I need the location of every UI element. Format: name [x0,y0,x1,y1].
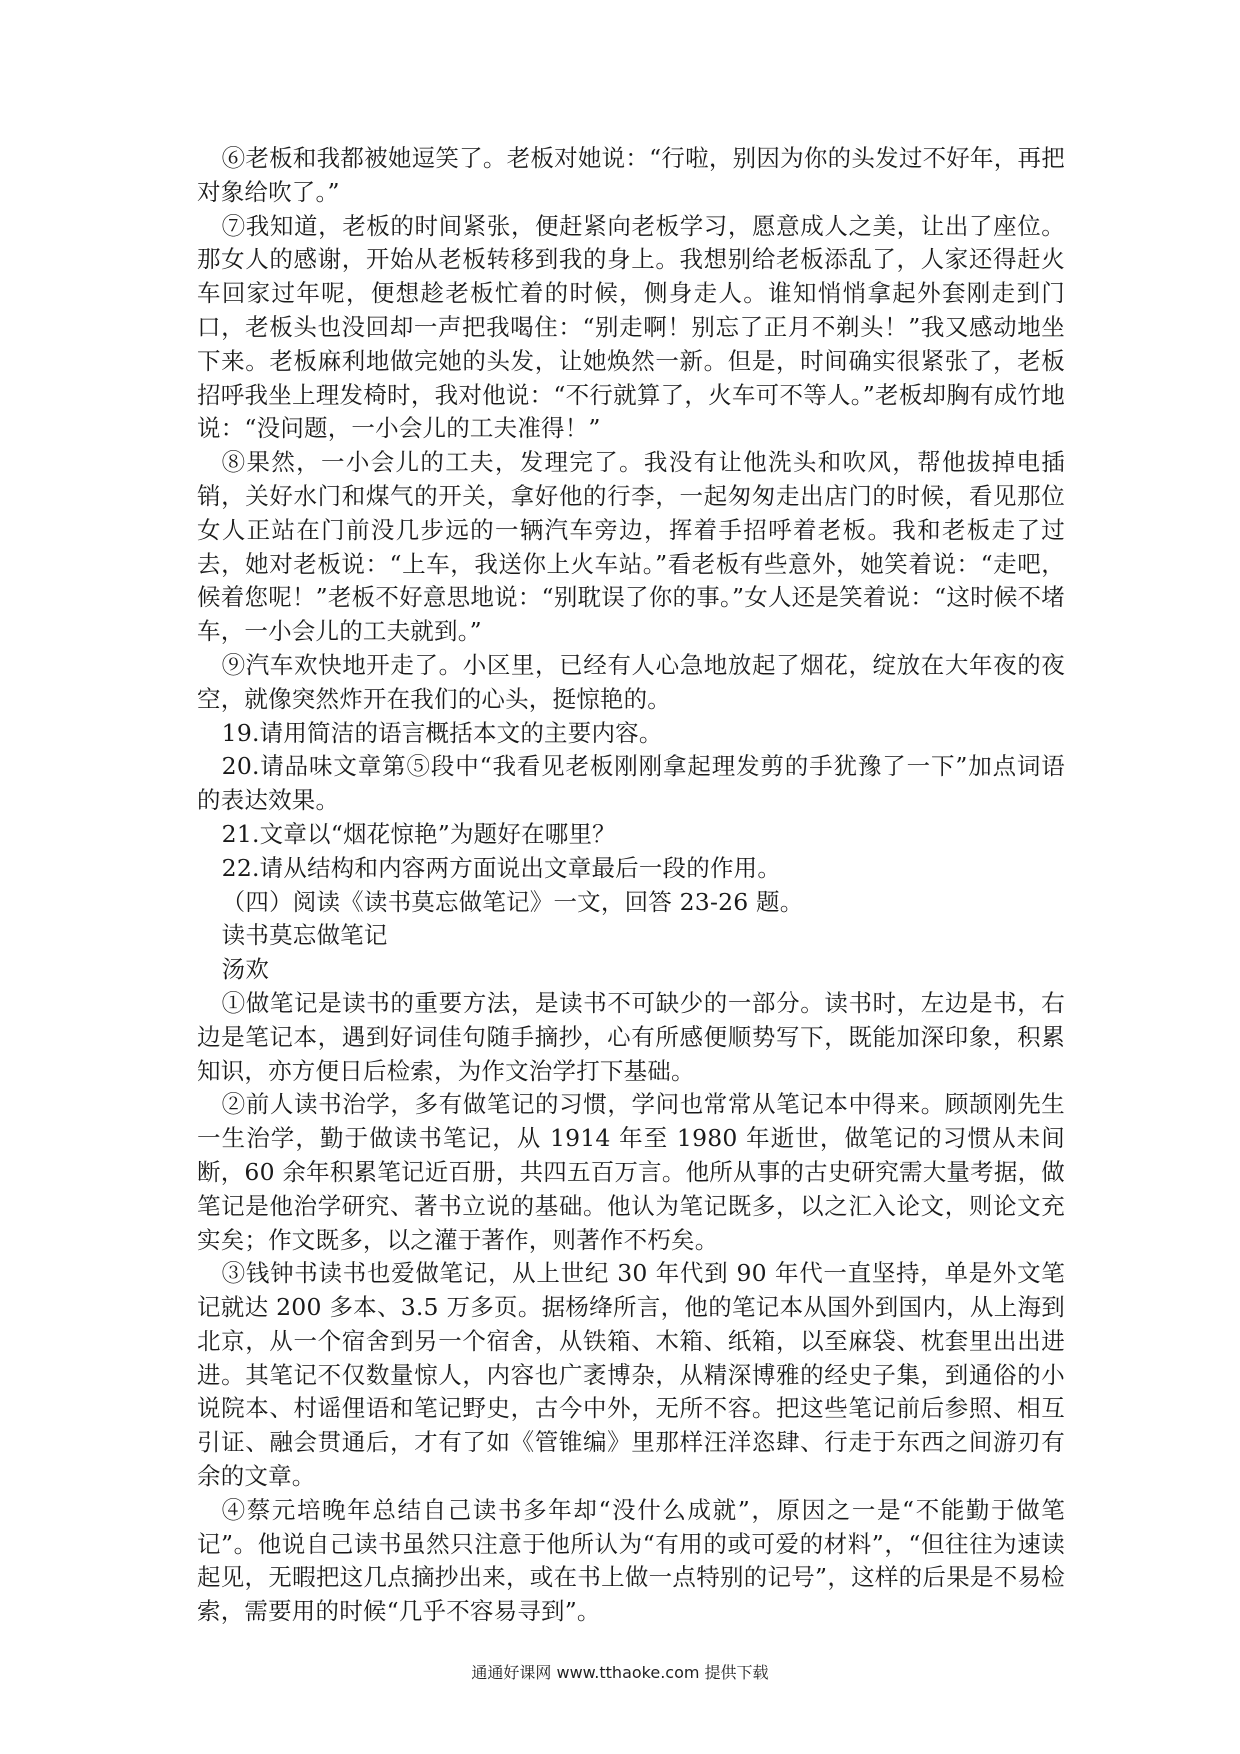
paragraph-6: ⑥老板和我都被她逗笑了。老板对她说：“行啦，别因为你的头发过不好年，再把对象给吹了。” [197,144,1065,206]
article-paragraph-3: ③钱钟书读书也爱做笔记，从上世纪 30 年代到 90 年代一直坚持，单是外文笔记就达 200 多本、3.5 万多页。据杨绛所言，他的笔记本从国外到国内，从上海到北京，从一个宿舍到另一个宿舍，从铁箱、木箱、纸箱，以至麻袋、枕套里出出进进。其笔记不仅数量惊人，内容也广袤博杂，从精深博雅的经史子集，到通俗的小说院本、村谣俚语和笔记野史，古今中外，无所不容。把这些笔记前后参照、相互引证、融会贯通后，才有了如《管锥编》里那样汪洋恣肆、行走于东西之间游刃有余的文章。 [197,1259,1065,1491]
article-paragraph-2: ②前人读书治学，多有做笔记的习惯，学问也常常从笔记本中得来。顾颉刚先生一生治学，勤于做读书笔记，从 1914 年至 1980 年逝世，做笔记的习惯从未间断，60 余年积累笔记近百册，共四五百万言。他所从事的古史研究需大量考据，做笔记是他治学研究、著书立说的基础。他认为笔记既多，以之汇入论文，则论文充实矣；作文既多，以之灌于著作，则著作不朽矣。 [197,1090,1065,1254]
paragraph-8: ⑧果然，一小会儿的工夫，发理完了。我没有让他洗头和吹风，帮他拔掉电插销，关好水门和煤气的开关，拿好他的行李，一起匆匆走出店门的时候，看见那位女人正站在门前没几步远的一辆汽车旁边，挥着手招呼着老板。我和老板走了过去，她对老板说：“上车，我送你上火车站。”看老板有些意外，她笑着说：“走吧，候着您呢！”老板不好意思地说：“别耽误了你的事。”女人还是笑着说：“这时候不堵车，一小会儿的工夫就到。” [197,448,1065,646]
question-20: 20.请品味文章第⑤段中“我看见老板刚刚拿起理发剪的手犹豫了一下”加点词语的表达效果。 [197,752,1065,815]
article-author: 汤欢 [221,955,270,984]
question-21: 21.文章以“烟花惊艳”为题好在哪里？ [221,819,616,848]
paragraph-9: ⑨汽车欢快地开走了。小区里，已经有人心急地放起了烟花，绽放在大年夜的夜空，就像突然炸开在我们的心头，挺惊艳的。 [197,650,1065,713]
article-paragraph-4: ④蔡元培晚年总结自己读书多年却“没什么成就”，原因之一是“不能勤于做笔记”。他说自己读书虽然只注意于他所认为“有用的或可爱的材料”，“但往往为速读起见，无暇把这几点摘抄出来，或在书上做一点特别的记号”，这样的后果是不易检索，需要用的时候“几乎不容易寻到”。 [197,1495,1065,1626]
article-paragraph-1: ①做笔记是读书的重要方法，是读书不可缺少的一部分。读书时，左边是书，右边是笔记本，遇到好词佳句随手摘抄，心有所感便顺势写下，既能加深印象，积累知识，亦方便日后检索，为作文治学打下基础。 [197,988,1065,1085]
page-footer: 通通好课网 www.tthaoke.com 提供下载 [471,1663,769,1682]
section-4-heading: （四）阅读《读书莫忘做笔记》一文，回答 23-26 题。 [221,887,804,916]
question-22: 22.请从结构和内容两方面说出文章最后一段的作用。 [221,853,782,882]
paragraph-7: ⑦我知道，老板的时间紧张，便赶紧向老板学习，愿意成人之美，让出了座位。那女人的感谢，开始从老板转移到我的身上。我想别给老板添乱了，人家还得赶火车回家过年呢，便想趁老板忙着的时候，侧身走人。谁知悄悄拿起外套刚走到门口，老板头也没回却一声把我喝住：“别走啊！别忘了正月不剃头！”我又感动地坐下来。老板麻利地做完她的头发，让她焕然一新。但是，时间确实很紧张了，老板招呼我坐上理发椅时，我对他说：“不行就算了，火车可不等人。”老板却胸有成竹地说：“没问题，一小会儿的工夫准得！” [197,211,1065,443]
article-title: 读书莫忘做笔记 [221,921,388,950]
question-19: 19.请用简洁的语言概括本文的主要内容。 [221,718,663,747]
document-body [197,142,1065,1629]
